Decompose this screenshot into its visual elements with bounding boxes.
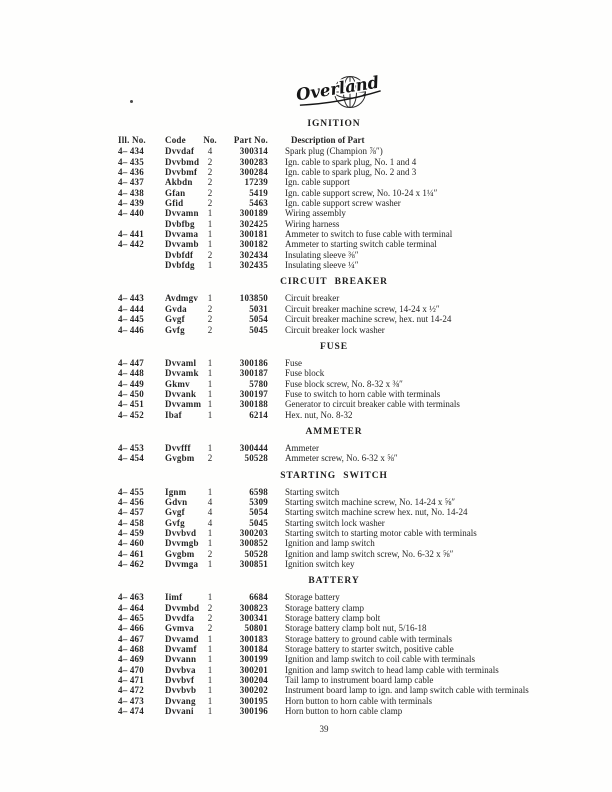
cell-ill: 4– 472: [118, 685, 144, 696]
cell-ill: 4– 447: [118, 357, 144, 368]
cell-part: 5045: [249, 324, 268, 335]
cell-desc: Ammeter screw, No. 6-32 x ⅝″: [285, 453, 398, 464]
cell-qty: 2: [207, 453, 213, 464]
cell-desc: Starting switch machine screw, No. 14-24 x ⅝″: [285, 496, 456, 507]
cell-qty: 2: [207, 198, 213, 209]
cell-ill: 4– 434: [118, 146, 144, 157]
cell-code: Dvvdfa: [165, 613, 195, 624]
cell-qty: 1: [207, 293, 213, 304]
cell-desc: Ammeter to starting switch cable terminal: [285, 239, 437, 250]
brand-script-text: Overland: [294, 72, 381, 105]
cell-desc: Ignition and lamp switch to head lamp cable with terminals: [285, 664, 499, 675]
cell-part: 5045: [249, 517, 268, 528]
cell-code: Dvvbvf: [165, 675, 195, 686]
cell-part: 300182: [239, 239, 268, 250]
section-heading: IGNITION: [307, 119, 361, 129]
overland-logo: [290, 70, 390, 114]
cell-part: 300203: [239, 527, 268, 538]
cell-desc: Circuit breaker lock washer: [285, 324, 385, 335]
cell-qty: 2: [207, 623, 213, 634]
cell-part: 6214: [249, 409, 268, 420]
cell-ill: [118, 260, 165, 270]
part-row: [118, 188, 550, 198]
section-heading: FUSE: [320, 341, 348, 352]
cell-ill: 4– 474: [118, 706, 144, 717]
part-row: [118, 487, 550, 497]
part-row: [118, 239, 550, 249]
cell-desc: Tail lamp to instrument board lamp cable: [285, 675, 434, 686]
cell-part: 5463: [249, 198, 268, 209]
cell-ill: 4– 456: [118, 496, 144, 507]
cell-code: Dvvmgb: [165, 538, 199, 549]
cell-code: Gdvn: [165, 496, 188, 507]
cell-ill: 4– 451: [118, 399, 144, 410]
cell-desc: Ammeter to switch to fuse cable with terminal: [285, 229, 453, 240]
cell-qty: 1: [207, 538, 213, 549]
cell-code: Gvgbm: [165, 453, 195, 464]
cell-qty: 2: [207, 187, 213, 198]
part-row: [118, 603, 550, 613]
part-row: [118, 198, 550, 208]
cell-qty: 1: [207, 399, 213, 410]
cell-part: 302434: [239, 249, 268, 260]
part-row: [118, 229, 550, 239]
column-header-ill: Ill. No.: [118, 135, 146, 145]
cell-desc: Insulating sleeve ⅜″: [285, 249, 359, 260]
cell-part: 300823: [239, 602, 268, 613]
cell-desc: Fuse block: [285, 368, 325, 379]
cell-desc: Ign. cable support: [285, 177, 350, 188]
cell-part: 5054: [249, 314, 268, 325]
part-row: [118, 634, 550, 644]
cell-qty: 2: [207, 602, 213, 613]
column-header-qty: No.: [203, 135, 217, 145]
cell-qty: 1: [207, 388, 213, 399]
cell-part: 300314: [239, 146, 268, 157]
cell-code: Ibaf: [165, 409, 182, 420]
cell-code: Akbdn: [165, 177, 193, 188]
part-row: [118, 696, 550, 706]
cell-ill: 4– 435: [118, 156, 144, 167]
cell-code: Avdmgv: [165, 293, 199, 304]
cell-code: Dvvbva: [165, 664, 196, 675]
cell-desc: Generator to circuit breaker cable with terminals: [285, 399, 460, 410]
part-row: [118, 497, 550, 507]
cell-code: Dvvaml: [165, 357, 197, 368]
cell-code: Dvvamf: [165, 644, 197, 655]
part-row: [118, 208, 550, 218]
cell-code: Iimf: [165, 592, 183, 603]
cell-qty: 4: [207, 146, 213, 157]
cell-part: 300199: [239, 654, 268, 665]
cell-code: Gvgf: [165, 507, 185, 518]
cell-part: 302435: [239, 260, 268, 271]
cell-part: 300186: [239, 357, 268, 368]
cell-qty: 2: [207, 156, 213, 167]
overland-logo-graphic: [290, 70, 390, 114]
part-row: [118, 167, 550, 177]
cell-part: 302425: [239, 218, 268, 229]
cell-ill: 4– 459: [118, 527, 144, 538]
part-row: [118, 379, 550, 389]
cell-qty: 2: [207, 167, 213, 178]
cell-desc: Fuse to switch to horn cable with terminals: [285, 388, 441, 399]
cell-desc: Circuit breaker machine screw, hex. nut 14-24: [285, 314, 452, 325]
cell-ill: 4– 470: [118, 664, 144, 675]
cell-desc: Spark plug (Champion ⅞″): [285, 146, 383, 157]
cell-qty: 1: [207, 675, 213, 686]
cell-qty: 2: [207, 314, 213, 325]
cell-qty: 1: [207, 218, 213, 229]
cell-ill: 4– 460: [118, 538, 144, 549]
cell-code: Dvvank: [165, 388, 197, 399]
cell-desc: Ign. cable to spark plug, No. 1 and 4: [285, 156, 417, 167]
page-number: 39: [319, 724, 329, 734]
cell-code: Dvvfff: [165, 442, 191, 453]
cell-part: 50528: [244, 453, 268, 464]
cell-qty: 1: [207, 229, 213, 240]
cell-qty: 1: [207, 685, 213, 696]
cell-qty: 1: [207, 357, 213, 368]
cell-qty: 1: [207, 559, 213, 569]
cell-desc: Storage battery to ground cable with terminals: [285, 633, 452, 644]
part-row: [118, 453, 550, 463]
part-row: [118, 665, 550, 675]
cell-code: Dvvbmd: [165, 156, 200, 167]
cell-part: 5054: [249, 507, 268, 518]
column-header-row: [118, 135, 550, 145]
cell-code: Dvvamm: [165, 399, 202, 410]
cell-ill: 4– 466: [118, 623, 144, 634]
part-row: [118, 443, 550, 453]
cell-ill: 4– 471: [118, 675, 144, 686]
cell-ill: 4– 454: [118, 453, 144, 464]
cell-code: Gvfg: [165, 517, 185, 528]
section-heading: AMMETER: [305, 426, 363, 437]
cell-ill: 4– 444: [118, 303, 144, 314]
cell-part: 5031: [249, 303, 268, 314]
cell-code: Gvda: [165, 303, 187, 314]
part-row: [118, 157, 550, 167]
cell-part: 300187: [239, 368, 268, 379]
cell-ill: 4– 473: [118, 695, 144, 706]
cell-code: Gvfg: [165, 324, 185, 335]
cell-qty: 1: [207, 695, 213, 706]
part-row: [118, 410, 550, 420]
cell-part: 50528: [244, 548, 268, 559]
cell-code: Dvvamb: [165, 239, 199, 250]
cell-desc: Horn button to horn cable with terminals: [285, 695, 432, 706]
cell-qty: 2: [207, 249, 213, 260]
cell-code: Dvvbvd: [165, 527, 197, 538]
cell-desc: Fuse: [285, 357, 303, 368]
cell-ill: 4– 449: [118, 378, 144, 389]
cell-desc: Circuit breaker: [285, 293, 340, 304]
part-row: [118, 518, 550, 528]
cell-part: 300195: [239, 695, 268, 706]
section-heading: CIRCUIT BREAKER: [280, 277, 388, 288]
cell-desc: Hex. nut, No. 8-32: [285, 409, 353, 420]
cell-code: Gvgbm: [165, 548, 195, 559]
cell-code: Dvbfbg: [165, 218, 195, 229]
column-header-part: Part No.: [233, 135, 268, 145]
part-row: [118, 538, 550, 548]
cell-qty: 1: [207, 664, 213, 675]
cell-qty: 2: [207, 613, 213, 624]
cell-part: 300183: [239, 633, 268, 644]
part-row: [118, 675, 550, 685]
cell-part: 5309: [249, 496, 268, 507]
part-row: [118, 314, 550, 324]
cell-code: Dvvann: [165, 654, 197, 665]
cell-desc: Instrument board lamp to ign. and lamp switch cable with terminals: [285, 685, 529, 696]
cell-ill: 4– 469: [118, 654, 144, 665]
cell-ill: 4– 452: [118, 409, 144, 420]
cell-ill: 4– 439: [118, 198, 144, 209]
cell-code: Dvvdaf: [165, 146, 195, 157]
cell-code: Dvvbvb: [165, 685, 197, 696]
cell-code: Dvvmga: [165, 559, 199, 569]
cell-ill: 4– 463: [118, 592, 144, 603]
cell-code: Dvvang: [165, 695, 196, 706]
cell-desc: Fuse block screw, No. 8-32 x ⅜″: [285, 378, 403, 389]
cell-qty: 1: [207, 208, 213, 219]
cell-desc: Starting switch to starting motor cable with terminals: [285, 527, 477, 538]
part-row: [118, 293, 550, 303]
cell-ill: 4– 465: [118, 613, 144, 624]
cell-desc: Wiring harness: [285, 218, 340, 229]
cell-part: 17239: [244, 177, 268, 188]
cell-part: 103850: [239, 293, 268, 304]
section-heading: STARTING SWITCH: [280, 470, 388, 481]
cell-part: 5419: [249, 187, 268, 198]
cell-part: 300444: [239, 442, 268, 453]
cell-code: Dvvani: [165, 706, 194, 717]
cell-qty: 1: [207, 378, 213, 389]
cell-code: Gfid: [165, 198, 184, 209]
cell-desc: Horn button to horn cable clamp: [285, 706, 403, 717]
cell-part: 300196: [239, 706, 268, 717]
cell-part: 6684: [249, 592, 268, 603]
cell-qty: 1: [207, 633, 213, 644]
cell-part: 300189: [239, 208, 268, 219]
cell-part: 6598: [249, 486, 268, 497]
cell-code: Gvgf: [165, 314, 185, 325]
cell-ill: 4– 438: [118, 187, 144, 198]
cell-qty: 1: [207, 644, 213, 655]
cell-ill: 4– 468: [118, 644, 144, 655]
part-row: [118, 507, 550, 517]
cell-qty: 1: [207, 442, 213, 453]
cell-code: Dvvama: [165, 229, 199, 240]
cell-ill: 4– 450: [118, 388, 144, 399]
part-row: [118, 250, 550, 260]
cell-code: Dvbfdg: [165, 260, 195, 271]
cell-ill: 4– 455: [118, 486, 144, 497]
cell-ill: 4– 457: [118, 507, 144, 518]
cell-ill: 4– 445: [118, 314, 144, 325]
cell-ill: 4– 453: [118, 442, 144, 453]
cell-code: Ignm: [165, 486, 187, 497]
part-row: [118, 685, 550, 695]
cell-qty: 1: [207, 654, 213, 665]
cell-qty: 2: [207, 324, 213, 335]
cell-code: Gkmv: [165, 378, 190, 389]
cell-ill: 4– 436: [118, 167, 144, 178]
cell-ill: 4– 442: [118, 239, 144, 250]
cell-qty: 2: [207, 548, 213, 559]
cell-desc: Ignition and lamp switch to coil cable with terminals: [285, 654, 475, 665]
cell-qty: 1: [207, 592, 213, 603]
cell-desc: Ign. cable to spark plug, No. 2 and 3: [285, 167, 417, 178]
part-row: [118, 368, 550, 378]
cell-ill: 4– 467: [118, 633, 144, 644]
cell-part: 300202: [239, 685, 268, 696]
cell-ill: 4– 446: [118, 324, 144, 335]
cell-part: 5780: [249, 378, 268, 389]
part-row: [118, 177, 550, 187]
part-row: [118, 399, 550, 409]
cell-desc: Wiring assembly: [285, 208, 346, 219]
cell-part: 300197: [239, 388, 268, 399]
parts-table: [118, 119, 550, 716]
cell-ill: 4– 464: [118, 602, 144, 613]
part-row: [118, 706, 550, 716]
cell-desc: Ammeter: [285, 442, 319, 453]
cell-ill: 4– 448: [118, 368, 144, 379]
cell-part: 300283: [239, 156, 268, 167]
cell-desc: Ign. cable support screw, No. 10-24 x 1¼″: [285, 187, 438, 198]
cell-desc: Starting switch lock washer: [285, 517, 385, 528]
part-row: [118, 325, 550, 335]
cell-code: Dvvamn: [165, 208, 199, 219]
cell-desc: Storage battery clamp: [285, 602, 364, 613]
cell-qty: 1: [207, 239, 213, 250]
cell-qty: 4: [207, 496, 213, 507]
cell-desc: Circuit breaker machine screw, 14-24 x ½″: [285, 303, 440, 314]
cell-part: 300852: [239, 538, 268, 549]
cell-ill: 4– 441: [118, 229, 144, 240]
cell-code: Dvbfdf: [165, 249, 194, 260]
cell-ill: 4– 458: [118, 517, 144, 528]
part-row: [118, 146, 550, 156]
cell-code: Dvvmbd: [165, 602, 200, 613]
cell-qty: 1: [207, 706, 213, 717]
cell-part: 300284: [239, 167, 268, 178]
part-row: [118, 613, 550, 623]
cell-part: 300184: [239, 644, 268, 655]
cell-code: Dvvbmf: [165, 167, 198, 178]
cell-qty: 2: [207, 303, 213, 314]
part-row: [118, 260, 550, 270]
cell-part: 300341: [239, 613, 268, 624]
cell-part: 300181: [239, 229, 268, 240]
cell-desc: Starting switch machine screw hex. nut, No. 14-24: [285, 507, 468, 518]
cell-code: Dvvamk: [165, 368, 199, 379]
cell-ill: 4– 437: [118, 177, 144, 188]
cell-part: 300201: [239, 664, 268, 675]
cell-qty: 1: [207, 527, 213, 538]
cell-desc: Storage battery: [285, 592, 340, 603]
part-row: [118, 549, 550, 559]
part-row: [118, 219, 550, 229]
cell-desc: Ignition and lamp switch: [285, 538, 375, 549]
cell-desc: Storage battery clamp bolt nut, 5/16-18: [285, 623, 427, 634]
part-row: [118, 528, 550, 538]
cell-part: 300851: [239, 559, 268, 569]
part-row: [118, 623, 550, 633]
cell-desc: Starting switch: [285, 486, 340, 497]
cell-part: 300204: [239, 675, 268, 686]
part-row: [118, 304, 550, 314]
cell-desc: Ignition switch key: [285, 559, 355, 569]
cell-ill: 4– 461: [118, 548, 144, 559]
cell-ill: [118, 219, 165, 229]
cell-qty: 4: [207, 517, 213, 528]
cell-ill: 4– 440: [118, 208, 144, 219]
cell-code: Gfan: [165, 187, 186, 198]
print-artifact-dot: [130, 100, 133, 103]
cell-desc: Insulating sleeve ¼″: [285, 260, 359, 271]
column-header-desc: Description of Part: [291, 135, 365, 145]
cell-desc: Storage battery to starter switch, positive cable: [285, 644, 454, 655]
cell-desc: Storage battery clamp bolt: [285, 613, 381, 624]
part-row: [118, 592, 550, 602]
part-row: [118, 654, 550, 664]
part-row: [118, 389, 550, 399]
cell-code: Gvmva: [165, 623, 194, 634]
cell-qty: 4: [207, 507, 213, 518]
cell-qty: 1: [207, 260, 213, 271]
cell-code: Dvvamd: [165, 633, 199, 644]
part-row: [118, 358, 550, 368]
cell-qty: 1: [207, 409, 213, 420]
cell-ill: 4– 443: [118, 293, 144, 304]
cell-desc: Ignition and lamp switch screw, No. 6-32 x ⅝″: [285, 548, 454, 559]
cell-part: 300188: [239, 399, 268, 410]
cell-qty: 2: [207, 177, 213, 188]
part-row: [118, 644, 550, 654]
cell-qty: 1: [207, 486, 213, 497]
part-row: [118, 559, 550, 569]
column-header-code: Code: [165, 135, 186, 145]
section-heading: BATTERY: [308, 576, 360, 587]
cell-ill: 4– 462: [118, 559, 144, 569]
cell-ill: [118, 250, 165, 260]
cell-desc: Ign. cable support screw washer: [285, 198, 401, 209]
cell-qty: 1: [207, 368, 213, 379]
cell-part: 50801: [244, 623, 268, 634]
